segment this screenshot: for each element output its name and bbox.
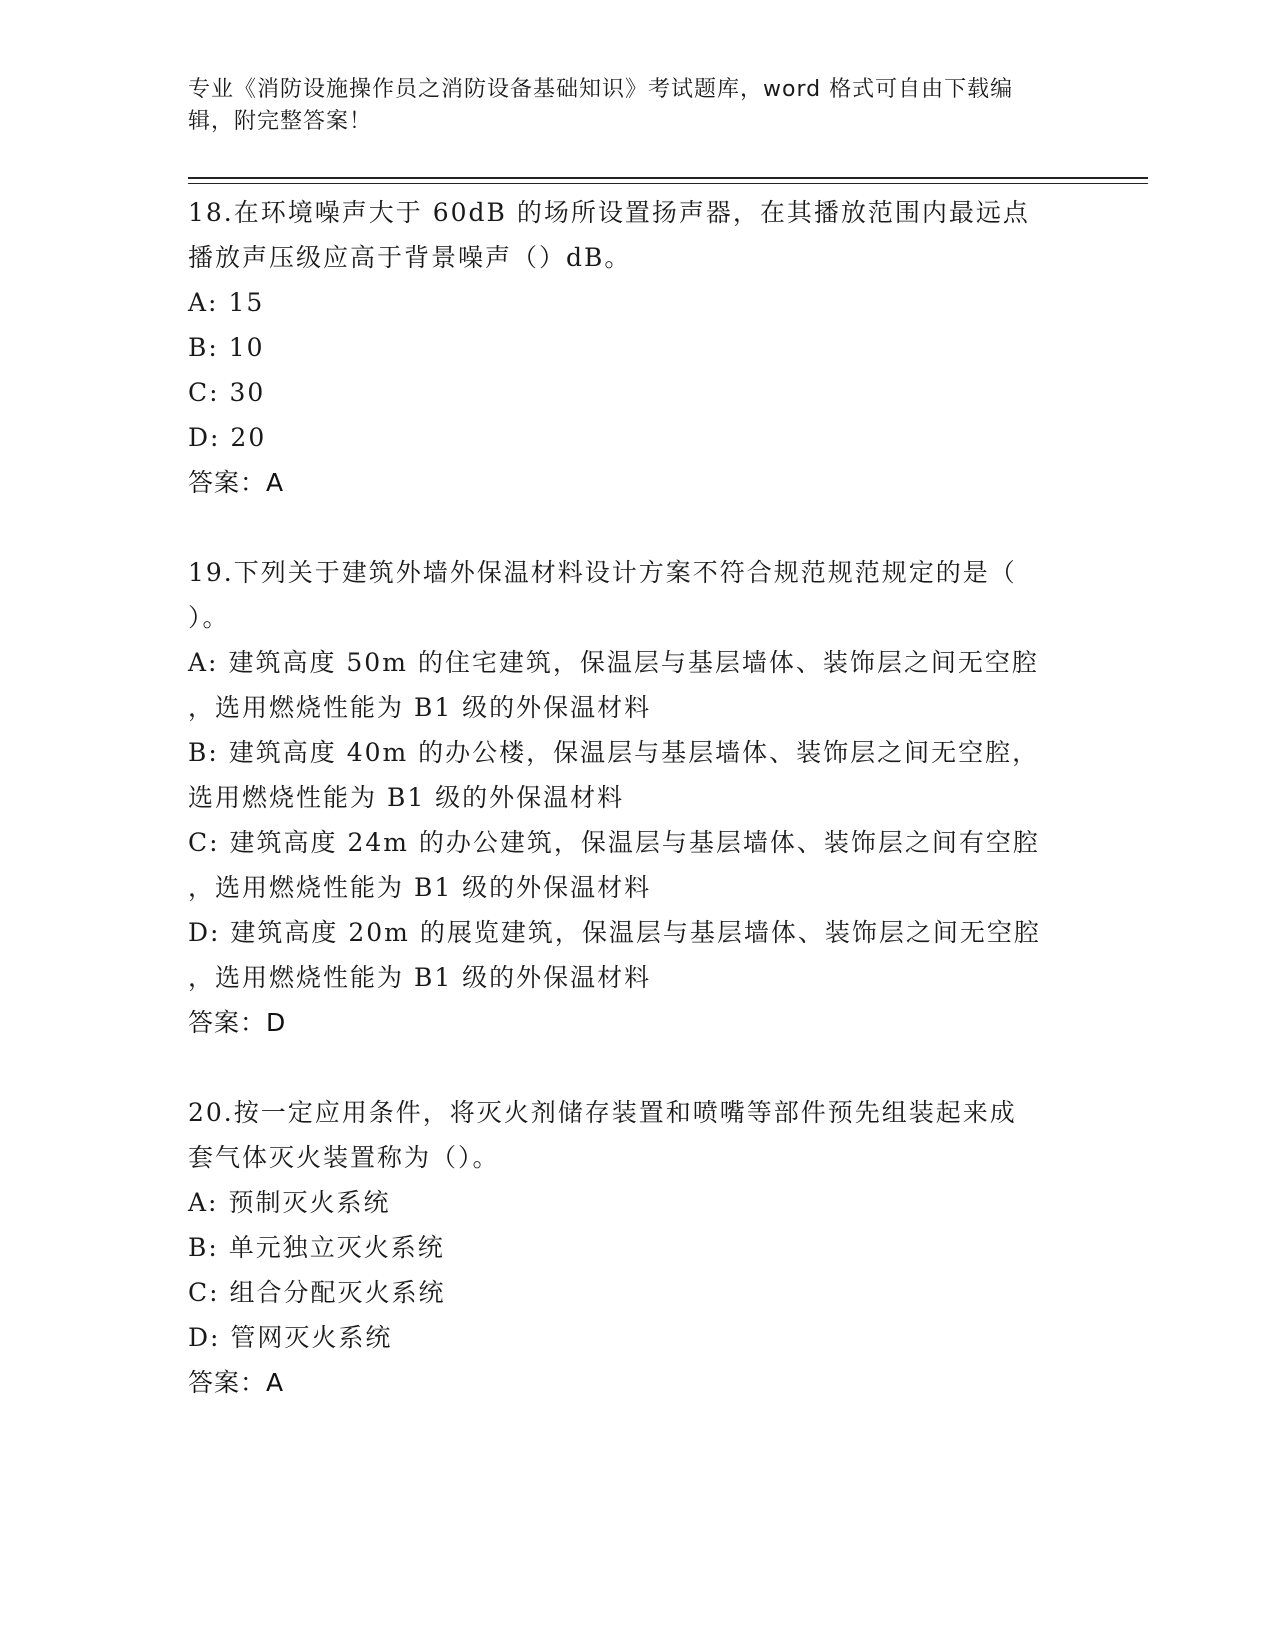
option-key: B: (188, 738, 229, 767)
option-key: C: (188, 828, 230, 857)
answer-line: 答案：A (188, 1368, 285, 1397)
document-header (188, 74, 1088, 138)
question-20 (188, 1090, 1088, 1405)
question-stem (188, 550, 1088, 640)
option-c (188, 370, 1088, 415)
stem-line: 19.下列关于建筑外墙外保温材料设计方案不符合规范规范规定的是（ (188, 558, 1017, 587)
question-list (188, 190, 1088, 1405)
option-b (188, 325, 1088, 370)
option-text: 15 (228, 288, 265, 317)
option-key: A: (188, 648, 229, 677)
option-text: 组合分配灭火系统 (229, 1278, 446, 1307)
header-divider-thick (188, 177, 1148, 179)
option-key: D: (188, 1323, 231, 1352)
option-d (188, 415, 1088, 460)
stem-line: 播放声压级应高于背景噪声（）dB。 (188, 243, 632, 272)
header-line-1: 专业《消防设施操作员之消防设备基础知识》考试题库，word 格式可自由下载编 (188, 77, 1014, 102)
option-b (188, 730, 1088, 775)
option-key: D: (188, 918, 231, 947)
option-a (188, 280, 1088, 325)
option-a (188, 640, 1088, 685)
option-key: C: (188, 1278, 230, 1307)
option-c (188, 820, 1088, 865)
stem-line: 套气体灭火装置称为（）。 (188, 1143, 500, 1172)
header-divider-thin (188, 183, 1148, 184)
option-d (188, 910, 1088, 955)
option-a-continuation: ，选用燃烧性能为 B1 级的外保温材料 (188, 693, 652, 722)
stem-line: 18.在环境噪声大于 60dB 的场所设置扬声器，在其播放范围内最远点 (188, 198, 1030, 227)
question-19 (188, 550, 1088, 1045)
option-d (188, 1315, 1088, 1360)
question-18 (188, 190, 1088, 505)
option-key: C: (188, 378, 230, 407)
option-text: 建筑高度 40m 的办公楼，保温层与基层墙体、装饰层之间无空腔， (228, 738, 1040, 767)
option-a (188, 1180, 1088, 1225)
option-key: D: (188, 423, 231, 452)
question-stem (188, 190, 1088, 280)
option-text: 10 (228, 333, 265, 362)
stem-line: 20.按一定应用条件，将灭火剂储存装置和喷嘴等部件预先组装起来成 (188, 1098, 1017, 1127)
option-b-continuation: 选用燃烧性能为 B1 级的外保温材料 (188, 783, 625, 812)
option-b (188, 1225, 1088, 1270)
spacer (188, 1045, 1088, 1090)
option-key: B: (188, 1233, 229, 1262)
option-text: 30 (229, 378, 266, 407)
question-stem (188, 1090, 1088, 1180)
answer-line: 答案：D (188, 1008, 287, 1037)
option-key: A: (188, 288, 229, 317)
option-text: 建筑高度 24m 的办公建筑，保温层与基层墙体、装饰层之间有空腔 (229, 828, 1040, 857)
option-text: 建筑高度 50m 的住宅建筑，保温层与基层墙体、装饰层之间无空腔 (228, 648, 1039, 677)
option-key: A: (188, 1188, 229, 1217)
option-key: B: (188, 333, 229, 362)
option-d-continuation: ，选用燃烧性能为 B1 级的外保温材料 (188, 963, 652, 992)
option-text: 管网灭火系统 (230, 1323, 393, 1352)
header-line-2: 辑，附完整答案！ (188, 109, 373, 134)
option-c (188, 1270, 1088, 1315)
spacer (188, 505, 1088, 550)
option-text: 20 (230, 423, 267, 452)
option-text: 建筑高度 20m 的展览建筑，保温层与基层墙体、装饰层之间无空腔 (230, 918, 1041, 947)
answer-line: 答案：A (188, 468, 285, 497)
option-c-continuation: ，选用燃烧性能为 B1 级的外保温材料 (188, 873, 652, 902)
option-text: 预制灭火系统 (228, 1188, 391, 1217)
stem-line: ）。 (188, 603, 230, 632)
option-text: 单元独立灭火系统 (228, 1233, 445, 1262)
